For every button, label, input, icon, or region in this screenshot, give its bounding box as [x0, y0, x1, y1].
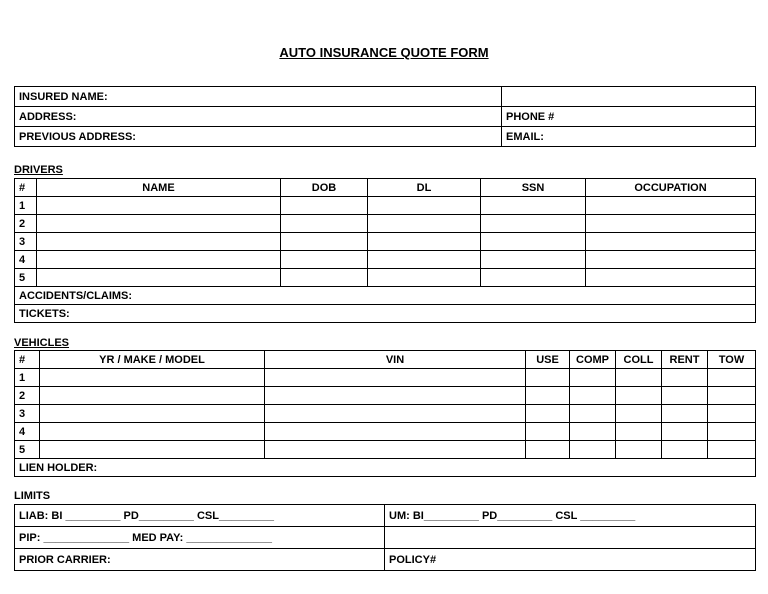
vehicle-use-cell[interactable]: [526, 423, 570, 441]
drivers-header-occupation: OCCUPATION: [586, 179, 756, 197]
prior-carrier-field[interactable]: [15, 549, 385, 571]
driver-occupation-cell[interactable]: [586, 233, 756, 251]
limits-empty-field[interactable]: [385, 527, 756, 549]
drivers-header-row: [15, 179, 756, 197]
vehicle-coll-cell[interactable]: [616, 369, 662, 387]
limits-section-label: LIMITS: [14, 490, 51, 502]
vehicle-model-cell[interactable]: [40, 423, 265, 441]
driver-row: [15, 251, 756, 269]
driver-ssn-cell[interactable]: [481, 215, 586, 233]
vehicles-header-vin: VIN: [265, 351, 526, 369]
vehicle-rent-cell[interactable]: [662, 387, 708, 405]
driver-row-number: 1: [15, 197, 37, 215]
vehicles-header-use: USE: [526, 351, 570, 369]
insured-name-label: INSURED NAME:: [19, 90, 108, 103]
insured-info-table: [14, 86, 756, 147]
vehicle-vin-cell[interactable]: [265, 387, 526, 405]
driver-name-cell[interactable]: [37, 251, 281, 269]
vehicle-use-cell[interactable]: [526, 369, 570, 387]
vehicles-table: [14, 350, 756, 477]
driver-ssn-cell[interactable]: [481, 233, 586, 251]
vehicle-model-cell[interactable]: [40, 369, 265, 387]
vehicle-vin-cell[interactable]: [265, 423, 526, 441]
vehicle-row-number: 4: [15, 423, 40, 441]
vehicle-rent-cell[interactable]: [662, 423, 708, 441]
driver-ssn-cell[interactable]: [481, 197, 586, 215]
driver-dl-cell[interactable]: [368, 233, 481, 251]
driver-ssn-cell[interactable]: [481, 269, 586, 287]
vehicles-header-model: YR / MAKE / MODEL: [40, 351, 265, 369]
vehicle-comp-cell[interactable]: [570, 405, 616, 423]
vehicle-comp-cell[interactable]: [570, 441, 616, 459]
driver-row-number: 3: [15, 233, 37, 251]
vehicle-comp-cell[interactable]: [570, 423, 616, 441]
email-field[interactable]: [502, 127, 756, 147]
vehicle-vin-cell[interactable]: [265, 369, 526, 387]
insured-name-field[interactable]: [15, 87, 502, 107]
address-field[interactable]: [15, 107, 502, 127]
vehicle-coll-cell[interactable]: [616, 441, 662, 459]
address-label: ADDRESS:: [19, 110, 77, 123]
vehicle-row-number: 5: [15, 441, 40, 459]
accidents-claims-label: ACCIDENTS/CLAIMS:: [19, 289, 133, 302]
vehicle-row-number: 1: [15, 369, 40, 387]
vehicle-row: [15, 369, 756, 387]
vehicles-header-number: #: [15, 351, 40, 369]
vehicle-coll-cell[interactable]: [616, 405, 662, 423]
previous-address-label: PREVIOUS ADDRESS:: [19, 130, 136, 143]
tickets-field[interactable]: [15, 305, 756, 323]
liab-field[interactable]: [15, 505, 385, 527]
driver-occupation-cell[interactable]: [586, 215, 756, 233]
driver-dob-cell[interactable]: [281, 197, 368, 215]
vehicles-header-tow: TOW: [708, 351, 756, 369]
vehicle-tow-cell[interactable]: [708, 369, 756, 387]
vehicle-use-cell[interactable]: [526, 441, 570, 459]
vehicle-comp-cell[interactable]: [570, 369, 616, 387]
insured-name-extra-field[interactable]: [502, 87, 756, 107]
vehicle-rent-cell[interactable]: [662, 369, 708, 387]
drivers-section-label: DRIVERS: [14, 164, 63, 176]
policy-number-field[interactable]: [385, 549, 756, 571]
driver-occupation-cell[interactable]: [586, 269, 756, 287]
um-label: UM: BI_________ PD_________ CSL _________: [389, 509, 636, 522]
driver-dob-cell[interactable]: [281, 269, 368, 287]
vehicles-section-label: VEHICLES: [14, 337, 70, 349]
vehicle-model-cell[interactable]: [40, 387, 265, 405]
driver-name-cell[interactable]: [37, 215, 281, 233]
pip-medpay-field[interactable]: [15, 527, 385, 549]
vehicle-rent-cell[interactable]: [662, 441, 708, 459]
vehicle-model-cell[interactable]: [40, 441, 265, 459]
previous-address-field[interactable]: [15, 127, 502, 147]
driver-name-cell[interactable]: [37, 233, 281, 251]
vehicle-use-cell[interactable]: [526, 405, 570, 423]
vehicle-vin-cell[interactable]: [265, 441, 526, 459]
vehicles-header-comp: COMP: [570, 351, 616, 369]
vehicle-row: [15, 441, 756, 459]
driver-row: [15, 197, 756, 215]
vehicle-use-cell[interactable]: [526, 387, 570, 405]
driver-row-number: 5: [15, 269, 37, 287]
driver-dl-cell[interactable]: [368, 215, 481, 233]
driver-ssn-cell[interactable]: [481, 251, 586, 269]
driver-dob-cell[interactable]: [281, 233, 368, 251]
form-title: AUTO INSURANCE QUOTE FORM: [279, 45, 489, 60]
vehicle-coll-cell[interactable]: [616, 387, 662, 405]
um-field[interactable]: [385, 505, 756, 527]
policy-number-label: POLICY#: [389, 553, 437, 566]
lien-holder-label: LIEN HOLDER:: [19, 461, 98, 474]
driver-row: [15, 233, 756, 251]
drivers-header-dob: DOB: [281, 179, 368, 197]
driver-occupation-cell[interactable]: [586, 251, 756, 269]
drivers-header-number: #: [15, 179, 37, 197]
vehicle-row: [15, 423, 756, 441]
driver-occupation-cell[interactable]: [586, 197, 756, 215]
phone-label: PHONE #: [506, 110, 555, 123]
driver-dob-cell[interactable]: [281, 251, 368, 269]
vehicle-tow-cell[interactable]: [708, 387, 756, 405]
vehicle-model-cell[interactable]: [40, 405, 265, 423]
drivers-header-ssn: SSN: [481, 179, 586, 197]
vehicle-tow-cell[interactable]: [708, 405, 756, 423]
limits-table: [14, 504, 756, 571]
vehicles-header-row: [15, 351, 756, 369]
liab-label: LIAB: BI _________ PD_________ CSL_________: [19, 509, 275, 522]
pip-medpay-label: PIP: ______________ MED PAY: ______________: [19, 531, 272, 544]
vehicle-row-number: 3: [15, 405, 40, 423]
vehicle-row-number: 2: [15, 387, 40, 405]
driver-row: [15, 269, 756, 287]
vehicle-row: [15, 405, 756, 423]
lien-holder-field[interactable]: [15, 459, 756, 477]
driver-dl-cell[interactable]: [368, 251, 481, 269]
vehicle-coll-cell[interactable]: [616, 423, 662, 441]
vehicle-comp-cell[interactable]: [570, 387, 616, 405]
tickets-label: TICKETS:: [19, 307, 70, 320]
driver-dob-cell[interactable]: [281, 215, 368, 233]
email-label: EMAIL:: [506, 130, 544, 143]
driver-dl-cell[interactable]: [368, 197, 481, 215]
driver-row: [15, 215, 756, 233]
vehicle-vin-cell[interactable]: [265, 405, 526, 423]
driver-name-cell[interactable]: [37, 269, 281, 287]
vehicle-tow-cell[interactable]: [708, 441, 756, 459]
prior-carrier-label: PRIOR CARRIER:: [19, 553, 111, 566]
phone-field[interactable]: [502, 107, 756, 127]
accidents-claims-field[interactable]: [15, 287, 756, 305]
drivers-header-name: NAME: [37, 179, 281, 197]
drivers-table: [14, 178, 756, 323]
driver-row-number: 2: [15, 215, 37, 233]
driver-row-number: 4: [15, 251, 37, 269]
vehicle-tow-cell[interactable]: [708, 423, 756, 441]
vehicles-header-rent: RENT: [662, 351, 708, 369]
driver-name-cell[interactable]: [37, 197, 281, 215]
drivers-header-dl: DL: [368, 179, 481, 197]
vehicles-header-coll: COLL: [616, 351, 662, 369]
vehicle-rent-cell[interactable]: [662, 405, 708, 423]
vehicle-row: [15, 387, 756, 405]
driver-dl-cell[interactable]: [368, 269, 481, 287]
